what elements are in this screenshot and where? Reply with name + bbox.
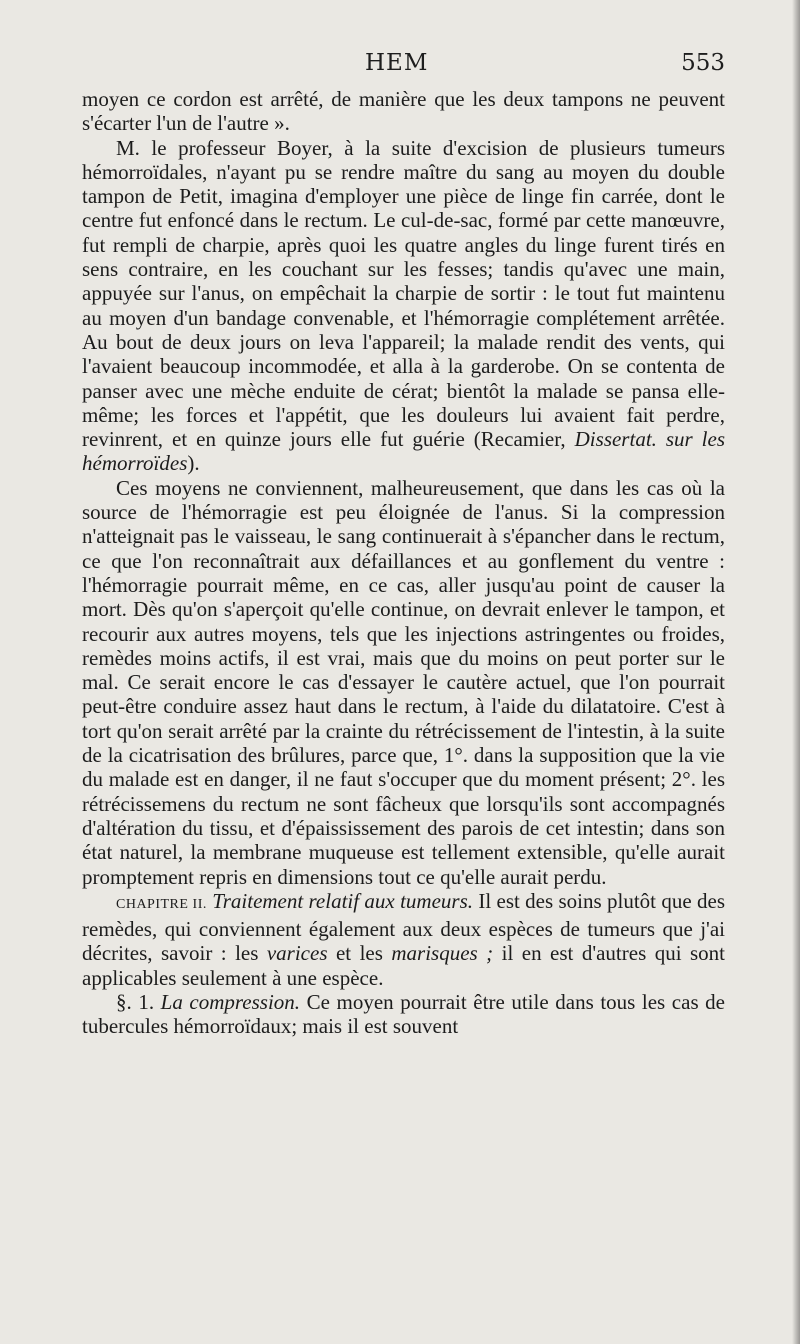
paragraph-moyens: Ces moyens ne conviennent, malheureusement, que dans les cas où la source de l'hémorragie est peu éloignée de l'anus. Si la compression n'atteignait pas le vaisseau, le sang continuerait à s'épancher dans le rectum, ce que l'on reconnaîtrait aux défaillances et au gonflement du ventre : l'hémorragie pourrait même, en ce cas, aller jusqu'au point de causer la mort. Dès qu'on s'aperçoit qu'elle continue, on devrait enlever le tampon, et recourir aux autres moyens, tels que les injections astringentes ou froides, remèdes moins actifs, il est vrai, mais que du moins on peut porter sur le mal. Ce serait encore le cas d'essayer le cautère actuel, que l'on pourrait peut-être conduire assez haut dans le rectum, à l'aide du dilatatoire. C'est à tort qu'on serait arrêté par la crainte du rétrécissement de l'intestin, à la suite de la cicatrisation des brûlures, parce que, 1°. dans la supposition que la vie du malade est en danger, il ne faut s'occuper que du moment présent; 2°. les rétrécissemens du rectum ne sont fâcheux que lorsqu'ils sont accompagnés d'altération du tissu, et d'épaississement des parois de cet intestin; dans son état naturel, la membrane muqueuse est tellement extensible, qu'elle aurait promptement repris en dimensions tout ce qu'elle aurait perdu. bbox=[82, 475, 725, 889]
chapter-label: CHAPITRE II. bbox=[116, 896, 207, 912]
chapter-heading: Traitement relatif aux tumeurs. bbox=[212, 888, 473, 913]
page-header bbox=[82, 50, 725, 84]
term-marisques: marisques ; bbox=[391, 941, 494, 966]
body-text bbox=[82, 87, 725, 1039]
citation-end: ). bbox=[187, 451, 200, 476]
page-number: 553 bbox=[681, 50, 725, 76]
paragraph-compression bbox=[82, 990, 725, 1039]
paragraph-boyer-text: M. le professeur Boyer, à la suite d'excision de plusieurs tumeurs hémorroïdales, n'ayant pu se rendre maître du sang au moyen du double tampon de Petit, imagina d'employer une pièce de linge fin carrée, dont le centre fut enfoncé dans le rectum. Le cul-de-sac, formé par cette manœuvre, fut rempli de charpie, après quoi les quatre angles du linge furent tirés en sens contraire, en les couchant sur les fesses; tandis qu'avec une main, appuyée sur l'anus, on empêchait la charpie de sortir : le tout fut maintenu au moyen d'un bandage convenable, et l'hémorragie complétement arrêtée. Au bout de deux jours on leva l'appareil; la malade rendit des vents, qui l'avaient beaucoup incommodée, et alla à la garderobe. On se contenta de panser avec une mèche enduite de cérat; bientôt la malade se pansa elle-même; les forces et l'appétit, que les douleurs lui avaient fait perdre, revinrent, et en quinze jours elle fut guérie ( bbox=[82, 135, 725, 452]
running-title: HEM bbox=[365, 50, 429, 76]
paragraph-continuation: moyen ce cordon est arrêté, de manière que les deux tampons ne peuvent s'écarter l'un de l'autre ». bbox=[82, 87, 725, 136]
paragraph-boyer bbox=[82, 136, 725, 476]
term-varices: varices bbox=[266, 941, 328, 966]
chapter-text-b: et les bbox=[327, 941, 392, 966]
chapter-text-c: il en est d'autres qui sont applicables seulement à une espèce. bbox=[82, 941, 725, 990]
section-text: Ce moyen pourrait être utile dans tous les cas de tubercules hémorroïdaux; mais il est souvent bbox=[82, 989, 726, 1039]
section-heading: La compression. bbox=[160, 989, 301, 1014]
citation-author: Recamier bbox=[480, 427, 561, 452]
chapter-text-a: Il est des soins plutôt que des remèdes, qui conviennent également aux deux espèces de tumeurs que j'ai décrites, savoir : les bbox=[82, 888, 725, 966]
citation-separator: , bbox=[560, 427, 575, 452]
section-label: §. 1. bbox=[116, 989, 155, 1014]
citation-work: Dissertat. sur les hémorroïdes bbox=[82, 427, 725, 476]
paragraph-chapitre bbox=[82, 889, 725, 990]
